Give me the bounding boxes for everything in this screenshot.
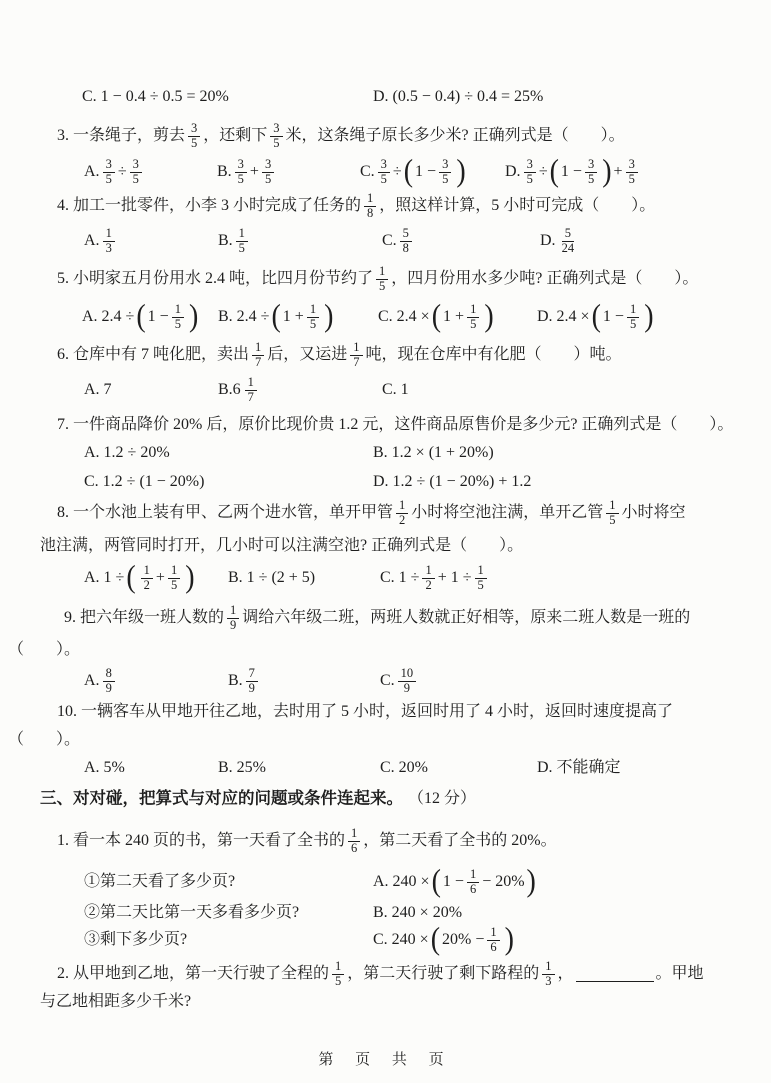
stem-text: 1. 看一本 240 页的书，第一天看了全书的 $\frac{1}{6}$ ，第二天看了全书的 20%。 <box>57 826 557 855</box>
stem-text: （ ）。 <box>8 641 81 658</box>
fraction-denominator: 6 <box>469 881 477 896</box>
option-c: C. 1 <box>382 381 409 398</box>
fraction <box>467 303 479 331</box>
fraction-numerator: 1 <box>168 564 180 579</box>
fraction-denominator: 5 <box>587 171 595 186</box>
match-formula-a: A. 240 × ( 1 − $\frac{1}{6}$ − 20% ) <box>373 864 536 900</box>
tall-paren: ( <box>431 864 441 900</box>
option-b: B. 1.2 × (1 + 20%) <box>373 444 494 461</box>
fraction-denominator: 5 <box>609 512 616 527</box>
fraction-numerator: 3 <box>262 158 274 173</box>
fraction-numerator: 3 <box>585 158 597 173</box>
stem-text: （ ）。 <box>8 731 81 748</box>
fraction-numerator: 1 <box>467 303 479 318</box>
fraction <box>103 158 115 186</box>
fraction <box>188 122 200 150</box>
fraction-denominator: 2 <box>425 577 432 592</box>
fraction-denominator: 5 <box>273 135 280 150</box>
option-d: D. $\frac{3}{5}$ ÷ ( 1 − $\frac{3}{5}$ ) + $\frac{3}{5}$ <box>505 158 641 186</box>
option-b: B. $\frac{7}{9}$ <box>228 667 261 695</box>
fraction-numerator: 3 <box>130 158 142 173</box>
stem-text: 3. 一条绳子，剪去 $\frac{3}{5}$ ，还剩下 $\frac{3}{5}$ 米，这条绳子原长多少米? 正确列式是（ ）。 <box>57 121 625 150</box>
match-question-2: ②第二天比第一天多看多少页? <box>84 904 300 921</box>
option-d: D. 不能确定 <box>537 759 621 776</box>
fraction <box>270 122 282 150</box>
fraction-denominator: 5 <box>629 316 637 331</box>
fraction <box>487 926 499 954</box>
stem-text: 2. 从甲地到乙地，第一天行驶了全程的 $\frac{1}{5}$ ，第二天行驶了剩下路程的 $\frac{1}{3}$ ， 。甲地 <box>57 959 704 988</box>
fraction <box>332 960 344 988</box>
fraction-numerator: 1 <box>348 827 360 842</box>
fraction-denominator: 5 <box>526 171 533 186</box>
fraction-numerator: 1 <box>227 604 239 619</box>
match-question-1: ①第二天看了多少页? <box>84 873 236 890</box>
fraction <box>364 192 376 220</box>
stem-text: 与乙地相距多少千米? <box>40 993 192 1010</box>
fraction <box>542 960 554 988</box>
fraction-denominator: 5 <box>170 577 178 592</box>
option-d: D. 2.4 × ( 1 − $\frac{1}{5}$ ) <box>537 299 654 335</box>
fraction <box>475 564 487 592</box>
fraction-numerator: 3 <box>103 158 115 173</box>
fraction-numerator: 1 <box>141 564 153 579</box>
stem-text: 8. 一个水池上装有甲、乙两个进水管，单开甲管 $\frac{1}{2}$ 小时将空池注满，单开乙管 $\frac{1}{5}$ 小时将空 <box>57 498 686 527</box>
option-c: C. 2.4 × ( 1 + $\frac{1}{5}$ ) <box>378 299 494 335</box>
fraction <box>626 158 638 186</box>
stem-text: 7. 一件商品降价 20% 后，原价比现价贵 1.2 元，这件商品原售价是多少元? 正确列式是（ ）。 <box>57 416 734 433</box>
option-a: A. 5% <box>84 759 125 776</box>
fraction-denominator: 9 <box>248 680 255 695</box>
fraction <box>103 227 115 255</box>
fraction-denominator: 9 <box>105 680 112 695</box>
tall-paren: ) <box>456 154 466 190</box>
fraction-denominator: 5 <box>174 316 181 331</box>
fraction <box>524 158 536 186</box>
stem-text: 4. 加工一批零件，小李 3 小时完成了任务的 $\frac{1}{8}$ ，照这样计算，5 小时可完成（ ）。 <box>57 191 656 220</box>
option-a: A. $\frac{8}{9}$ <box>84 667 118 695</box>
tall-paren: ( <box>549 154 559 190</box>
tall-paren: ) <box>602 154 612 190</box>
fraction-denominator: 5 <box>442 171 449 186</box>
fraction-numerator: 7 <box>246 667 258 682</box>
stem-text: 池注满，两管同时打开，几小时可以注满空池? 正确列式是（ ）。 <box>40 537 524 554</box>
fraction-numerator: 1 <box>396 499 408 514</box>
fraction <box>422 564 434 592</box>
option-d: D. $\frac{5}{24}$ <box>540 227 580 255</box>
fraction <box>378 158 390 186</box>
fraction-numerator: 1 <box>627 303 639 318</box>
fraction <box>236 227 248 255</box>
fraction-numerator: 3 <box>188 122 200 137</box>
fraction-numerator: 1 <box>350 341 362 356</box>
option-a: A. 1 ÷ ( $\frac{1}{2}$ + $\frac{1}{5}$ ) <box>84 560 195 596</box>
option-a: A. 1.2 ÷ 20% <box>84 444 170 461</box>
fraction-denominator: 9 <box>403 680 411 695</box>
fraction-denominator: 7 <box>247 389 254 404</box>
option-a: A. $\frac{3}{5}$ ÷ $\frac{3}{5}$ <box>84 158 145 186</box>
fraction <box>168 564 180 592</box>
fraction <box>559 227 578 255</box>
fraction-denominator: 5 <box>477 577 484 592</box>
fraction-numerator: 1 <box>236 227 248 242</box>
fraction-denominator: 2 <box>143 577 150 592</box>
fraction-numerator: 3 <box>439 158 451 173</box>
fraction-numerator: 1 <box>364 192 376 207</box>
match-formula-c: C. 240 × ( 20% − $\frac{1}{6}$ ) <box>373 922 514 958</box>
fraction-numerator: 1 <box>475 564 487 579</box>
tall-paren: ) <box>188 299 199 335</box>
fraction-numerator: 1 <box>103 227 115 242</box>
option-b: B. $\frac{3}{5}$ + $\frac{3}{5}$ <box>217 158 277 186</box>
tall-paren: ) <box>504 922 514 958</box>
option-b: B. $\frac{1}{5}$ <box>218 227 251 255</box>
section-points: （12 分） <box>408 790 477 807</box>
option-c: C. $\frac{3}{5}$ ÷ ( 1 − $\frac{3}{5}$ ) <box>360 154 466 190</box>
fraction <box>245 376 257 404</box>
fraction-denominator: 5 <box>380 171 387 186</box>
fraction-denominator: 5 <box>237 171 244 186</box>
fraction-numerator: 3 <box>235 158 247 173</box>
tall-paren: ) <box>324 299 334 335</box>
fraction-numerator: 1 <box>467 868 479 883</box>
tall-paren: ) <box>484 299 494 335</box>
fraction-numerator: 1 <box>245 376 257 391</box>
option-d: D. 1.2 ÷ (1 − 20%) + 1.2 <box>373 473 532 490</box>
fraction <box>141 564 153 592</box>
fraction-numerator: 1 <box>332 960 344 975</box>
mixed-number-whole: 6 <box>232 381 241 398</box>
fraction-denominator: 6 <box>351 840 358 855</box>
fraction-denominator: 6 <box>490 939 497 954</box>
fraction-numerator: 3 <box>378 158 390 173</box>
option-c: C. 1 ÷ $\frac{1}{2}$ + 1 ÷ $\frac{1}{5}$ <box>380 564 490 592</box>
fraction <box>627 303 639 331</box>
fraction-denominator: 5 <box>238 240 245 255</box>
fraction-numerator: 10 <box>398 667 417 682</box>
stem-text: 6. 仓库中有 7 吨化肥，卖出 $\frac{1}{7}$ 后，又运进 $\frac{1}{7}$ 吨，现在仓库中有化肥（ ）吨。 <box>57 340 622 369</box>
fraction-denominator: 3 <box>545 973 552 988</box>
fraction-numerator: 8 <box>103 667 115 682</box>
fraction <box>439 158 451 186</box>
fraction-denominator: 7 <box>255 354 262 369</box>
fraction <box>227 604 239 632</box>
tall-paren: ) <box>526 864 536 900</box>
option-b: B. 2.4 ÷ ( 1 + $\frac{1}{5}$ ) <box>218 299 334 335</box>
fraction-numerator: 1 <box>606 499 618 514</box>
tall-paren: ( <box>430 922 441 958</box>
tall-paren: ( <box>126 560 136 596</box>
fraction-numerator: 1 <box>252 341 264 356</box>
fraction-numerator: 3 <box>524 158 536 173</box>
option-c: C. $\frac{10}{9}$ <box>380 667 419 695</box>
fraction-denominator: 5 <box>628 171 635 186</box>
fraction-denominator: 5 <box>335 973 342 988</box>
tall-paren: ( <box>431 299 442 335</box>
fraction <box>398 667 417 695</box>
option-c: C. $\frac{5}{8}$ <box>382 227 415 255</box>
fraction <box>348 827 360 855</box>
fraction-denominator: 5 <box>470 316 477 331</box>
fraction-numerator: 1 <box>487 926 499 941</box>
fraction-numerator: 3 <box>270 122 282 137</box>
fraction-denominator: 5 <box>309 316 317 331</box>
fraction-denominator: 5 <box>132 171 139 186</box>
option-b: B. 25% <box>218 759 266 776</box>
match-question-3: ③剩下多少页? <box>84 931 188 948</box>
fraction-numerator: 1 <box>542 960 554 975</box>
fraction <box>307 303 319 331</box>
tall-paren: ( <box>271 299 281 335</box>
option-a: A. 2.4 ÷ ( 1 − $\frac{1}{5}$ ) <box>82 299 199 335</box>
fraction-denominator: 5 <box>191 135 198 150</box>
fraction-denominator: 8 <box>402 240 409 255</box>
option-d: D. (0.5 − 0.4) ÷ 0.4 = 25% <box>373 88 544 105</box>
fraction-denominator: 3 <box>105 240 112 255</box>
fraction <box>130 158 142 186</box>
fraction <box>172 303 184 331</box>
tall-paren: ) <box>644 299 654 335</box>
fraction <box>246 667 258 695</box>
fraction <box>252 341 264 369</box>
fraction <box>467 868 479 896</box>
fraction <box>400 227 412 255</box>
fraction-numerator: 1 <box>422 564 434 579</box>
tall-paren: ( <box>403 154 414 190</box>
stem-text: 5. 小明家五月份用水 2.4 吨，比四月份节约了 $\frac{1}{5}$ ，四月份用水多少吨? 正确列式是（ ）。 <box>57 264 699 293</box>
fraction <box>376 265 388 293</box>
fraction-denominator: 5 <box>379 278 386 293</box>
option-c: C. 20% <box>380 759 428 776</box>
fraction <box>606 499 618 527</box>
fraction <box>103 667 115 695</box>
page-footer: 第 页 共 页 <box>318 1052 453 1068</box>
fraction <box>262 158 274 186</box>
fraction-denominator: 7 <box>353 354 360 369</box>
fraction-numerator: 1 <box>376 265 388 280</box>
fraction-denominator: 8 <box>367 205 374 220</box>
fraction <box>350 341 362 369</box>
fraction-denominator: 9 <box>230 617 237 632</box>
section-title: 三、对对碰，把算式与对应的问题或条件连起来。 <box>40 788 403 808</box>
tall-paren: ( <box>136 299 146 335</box>
option-b: B. 1 ÷ (2 + 5) <box>228 569 316 586</box>
fraction-numerator: 5 <box>562 227 574 242</box>
fraction <box>396 499 408 527</box>
fraction-denominator: 24 <box>561 240 575 255</box>
fraction-numerator: 5 <box>400 227 412 242</box>
fraction-denominator: 2 <box>399 512 406 527</box>
fraction-numerator: 3 <box>626 158 638 173</box>
tall-paren: ) <box>185 560 195 596</box>
option-a: A. 7 <box>84 381 112 398</box>
fraction-numerator: 1 <box>307 303 319 318</box>
fraction <box>235 158 247 186</box>
stem-text: 10. 一辆客车从甲地开往乙地，去时用了 5 小时，返回时用了 4 小时，返回时速度提高了 <box>57 703 674 720</box>
option-c: C. 1.2 ÷ (1 − 20%) <box>84 473 205 490</box>
fraction <box>585 158 597 186</box>
tall-paren: ( <box>591 299 601 335</box>
stem-text: 9. 把六年级一班人数的 $\frac{1}{9}$ 调给六年级二班，两班人数就正好相等，原来二班人数是一班的 <box>64 603 691 632</box>
option-c: C. 1 − 0.4 ÷ 0.5 = 20% <box>82 88 229 105</box>
option-a: A. $\frac{1}{3}$ <box>84 227 118 255</box>
match-formula-b: B. 240 × 20% <box>373 904 463 921</box>
fraction-denominator: 5 <box>105 171 112 186</box>
answer-blank <box>576 967 654 982</box>
fraction-denominator: 5 <box>264 171 272 186</box>
fraction-numerator: 1 <box>172 303 184 318</box>
option-b: B. 6 $\frac{1}{7}$ <box>218 376 260 404</box>
